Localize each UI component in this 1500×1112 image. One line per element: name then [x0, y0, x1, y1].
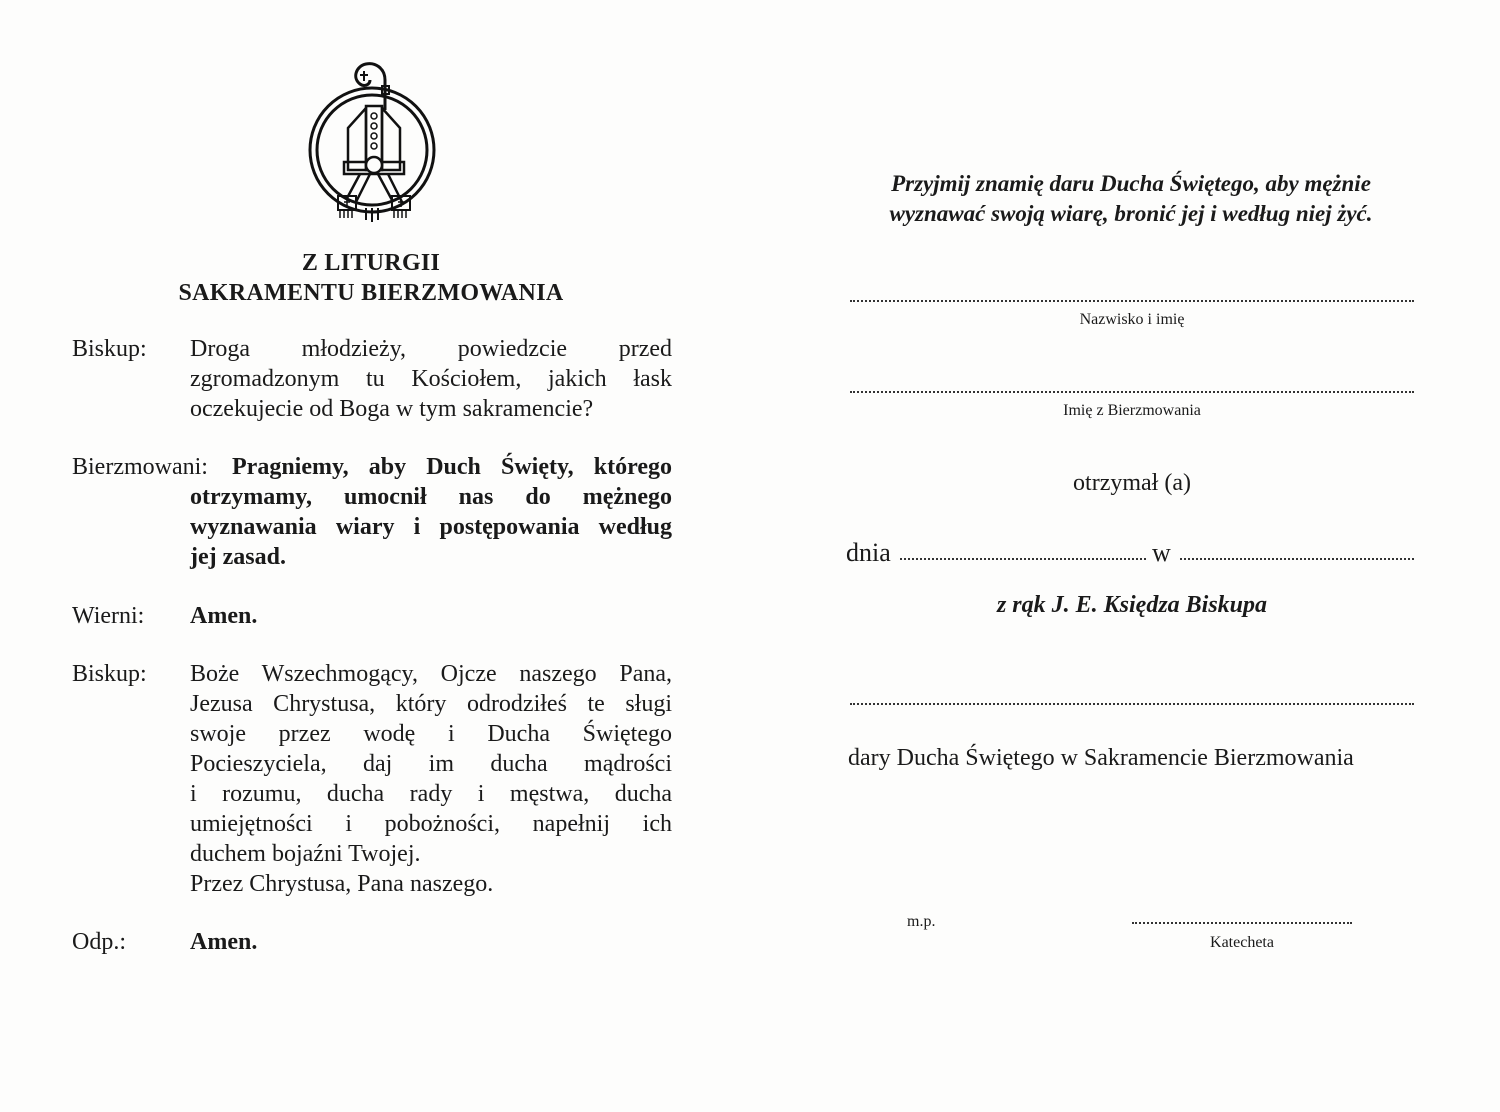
dialogue-line: Boże Wszechmogący, Ojcze naszego Pana, [190, 661, 672, 687]
motto-line-2: wyznawać swoją wiarę, bronić jej i według niej żyć. [889, 201, 1373, 226]
dialogue-line: i rozumu, ducha rady i męstwa, ducha [190, 781, 672, 807]
dialogue-line: Przez Chrystusa, Pana naszego. [190, 871, 494, 897]
dialogue-line: Jezusa Chrystusa, który odrodziłeś te sługi [190, 691, 672, 717]
dialogue-line: umiejętności i pobożności, napełnij ich [190, 811, 672, 837]
date-field-line[interactable] [900, 558, 1146, 560]
dialogue-line: zgromadzonym tu Kościołem, jakich łask [190, 366, 672, 392]
document-title-line-2: SAKRAMENTU BIERZMOWANIA [178, 280, 564, 306]
name-field-line[interactable] [850, 300, 1414, 302]
dialogue-line: Pragniemy, aby Duch Święty, którego [232, 454, 672, 480]
dialogue-line: Amen. [190, 929, 258, 955]
catechist-caption: Katecheta [1210, 934, 1274, 951]
speaker-label: Odp.: [72, 929, 126, 955]
dialogue-entry-faithful-response [72, 601, 672, 631]
place-field-line[interactable] [1180, 558, 1414, 560]
document-title-line-1: Z LITURGII [301, 250, 441, 276]
seal-label: m.p. [907, 913, 936, 930]
dialogue-entry-bishop-prayer [72, 659, 672, 899]
dialogue-entry-bishop-question [72, 334, 672, 424]
received-label: otrzymał (a) [1073, 470, 1191, 496]
motto-line-1: Przyjmij znamię daru Ducha Świętego, aby mężnie [891, 171, 1371, 196]
dialogue-line: duchem bojaźni Twojej. [190, 841, 421, 867]
bishop-name-field-line[interactable] [850, 703, 1414, 705]
catechist-signature-line[interactable] [1132, 922, 1352, 924]
place-label: w [1152, 538, 1171, 567]
speaker-label: Biskup: [72, 661, 147, 687]
dialogue-line: Droga młodzieży, powiedzcie przed [190, 336, 672, 362]
speaker-label: Biskup: [72, 336, 147, 362]
dialogue-line: otrzymamy, umocnił nas do mężnego [190, 484, 672, 510]
dialogue-line: Amen. [190, 603, 258, 629]
speaker-label: Wierni: [72, 603, 145, 629]
name-field-caption: Nazwisko i imię [1079, 311, 1185, 328]
confirmation-name-field-line[interactable] [850, 391, 1414, 393]
dialogue-line: Pocieszyciela, daj im ducha mądrości [190, 751, 672, 777]
dialogue-line: swoje przez wodę i Ducha Świętego [190, 721, 672, 747]
dialogue-line: wyznawania wiary i postępowania według [190, 514, 672, 540]
date-place-row [846, 538, 1416, 570]
bishop-emblem-icon [300, 50, 445, 225]
date-label: dnia [846, 538, 891, 567]
dialogue-entry-confirmands-response [72, 452, 672, 572]
gifts-text: dary Ducha Świętego w Sakramencie Bierzmowania [848, 745, 1354, 771]
dialogue-line: jej zasad. [190, 544, 286, 570]
dialogue-entry-response-amen [72, 927, 672, 957]
dialogue-line: oczekujecie od Boga w tym sakramencie? [190, 396, 594, 422]
from-bishop-label: z rąk J. E. Księdza Biskupa [996, 592, 1268, 618]
confirmation-name-caption: Imię z Bierzmowania [1063, 402, 1201, 419]
speaker-label: Bierzmowani: [72, 454, 208, 480]
